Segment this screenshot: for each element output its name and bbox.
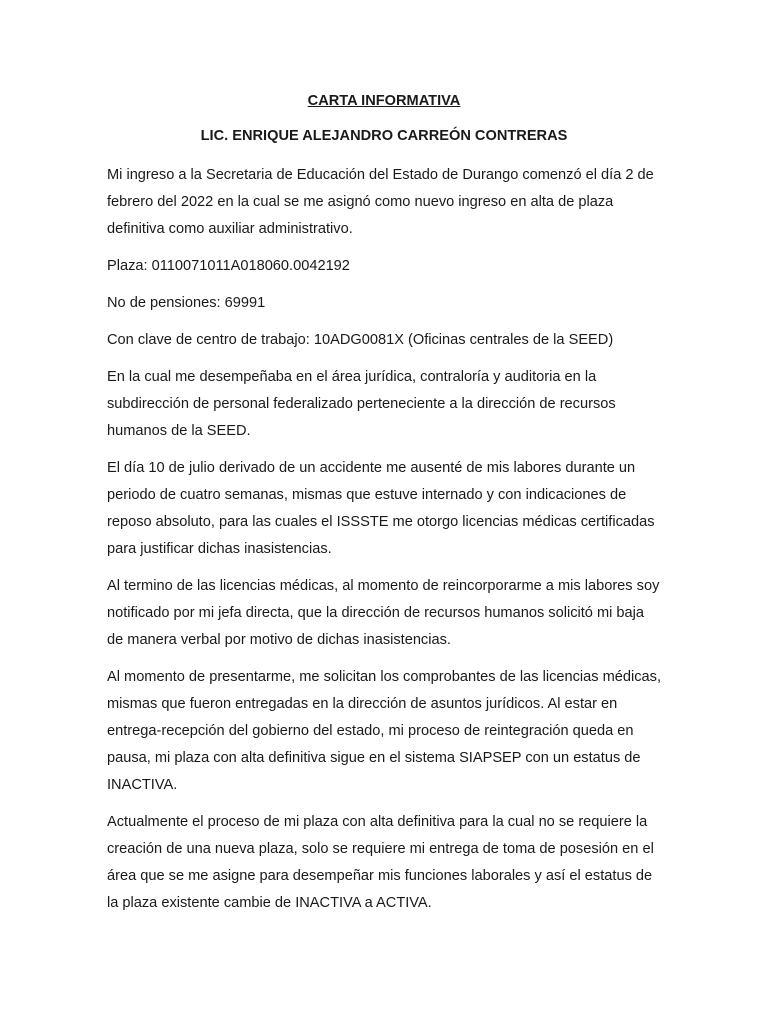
- paragraph-clave-centro: Con clave de centro de trabajo: 10ADG0081X (Oficinas centrales de la SEED): [107, 332, 614, 348]
- paragraph-comprobantes: Al momento de presentarme, me solicitan los comprobantes de las licencias médicas, mismas que fueron entregadas en la dirección de asuntos jurídicos. Al estar en entrega-recepción del gobierno del estado, mi proceso de reintegración queda en pausa, mi plaza con alta definitiva sigue en el sistema SIAPSEP con un estatus de INACTIVA.: [107, 669, 662, 793]
- paragraph-pensiones: No de pensiones: 69991: [107, 295, 266, 311]
- paragraph-accidente: El día 10 de julio derivado de un accidente me ausenté de mis labores durante un periodo de cuatro semanas, mismas que estuve internado y con indicaciones de reposo absoluto, para las cuales el ISSSTE me otorgo licencias médicas certificadas para justificar dichas inasistencias.: [107, 460, 655, 557]
- document-body: [107, 162, 663, 927]
- paragraph-termino-licencias: Al termino de las licencias médicas, al momento de reincorporarme a mis labores soy notificado por mi jefa directa, que la dirección de recursos humanos solicitó mi baja de manera verbal por motivo de dichas inasistencias.: [107, 578, 660, 648]
- paragraph-plaza: Plaza: 0110071011A018060.0042192: [107, 258, 350, 274]
- recipient-name: LIC. ENRIQUE ALEJANDRO CARREÓN CONTRERAS: [200, 128, 568, 144]
- paragraph-ingreso: Mi ingreso a la Secretaria de Educación del Estado de Durango comenzó el día 2 de febrero del 2022 en la cual se me asignó como nuevo ingreso en alta de plaza definitiva como auxiliar administrativo.: [107, 167, 654, 237]
- paragraph-actualmente: Actualmente el proceso de mi plaza con alta definitiva para la cual no se requiere la creación de una nueva plaza, solo se requiere mi entrega de toma de posesión en el área que se me asigne para desempeñar mis funciones laborales y así el estatus de la plaza existente cambie de INACTIVA a ACTIVA.: [107, 814, 654, 911]
- paragraph-area: En la cual me desempeñaba en el área jurídica, contraloría y auditoria en la subdirección de personal federalizado perteneciente a la dirección de recursos humanos de la SEED.: [107, 369, 616, 439]
- document-title: CARTA INFORMATIVA: [307, 93, 461, 109]
